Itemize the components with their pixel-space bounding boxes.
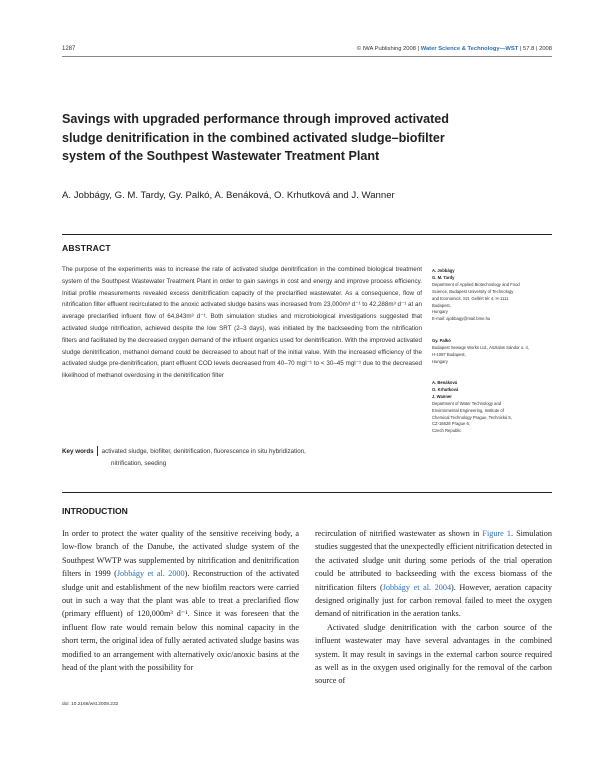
affiliation-email: E-mail: ajobbagy@mail.bme.hu	[432, 316, 491, 322]
journal-name: Water Science & Technology—WST	[420, 46, 519, 52]
year: 2008	[539, 46, 552, 52]
body-column-left	[62, 527, 299, 674]
body-text: ). Reconstruction of the activated sludge unit and establishment of the new biofilm reactors were carried out in such a way that the plant was able to treat a preclarified flow (primary effluent) of 120,000m³ d⁻¹. Since it was foreseen that the influent flow rate would remain below this nominal capacity in the short term, the original idea of fully aerated activated sludge basins was modified to an arrangement with alternatively oxic/anoxic basins at the head of the plant with the possibility for	[62, 569, 299, 673]
affiliation-line: Budapest Sewage Works Ltd., Asztalos Sándor u. 4,	[432, 344, 529, 350]
body-text: . Simulation studies suggested that the unexpectedly efficient nitrification detected in the activated sludge unit during some periods of the trial operation could be attributed to backseeding with the excess biomass of the nitrification filters (	[315, 529, 552, 592]
paper-title: Savings with upgraded performance through improved activated sludge denitrification in the combined activated sludge–biofilter system of the Southpest Wastewater Treatment Plant	[62, 112, 449, 163]
keywords-label: Key words	[62, 448, 94, 455]
introduction-rule	[62, 492, 552, 493]
affiliation-line: H-1087 Budapest,	[432, 351, 466, 357]
keywords-line	[62, 446, 422, 458]
affiliation-line: Budapest,	[432, 302, 451, 308]
affiliation-3	[432, 380, 557, 435]
affiliation-line: Department of Applied Biotechnology and Food	[432, 281, 520, 287]
citation-link[interactable]: Jobbágy et al. 2000	[116, 569, 185, 579]
figure-link[interactable]: Figure 1	[482, 529, 511, 538]
volume: 57.8	[523, 46, 535, 52]
affiliation-line: Chemical Technology Prague, Technická 5,	[432, 414, 512, 420]
affiliation-line: Science, Budapest University of Technology	[432, 288, 514, 294]
affiliation-author: O. Krhutková	[432, 386, 459, 392]
citation-link[interactable]: Jobbágy et al. 2004	[382, 582, 452, 592]
affiliation-2	[432, 338, 557, 366]
body-text: ). However, aeration capacity designed originally just for carbon removal failed to meet the oxygen demand of nitrification in the aeration tanks.	[315, 582, 553, 619]
affiliation-author: J. Wanner	[432, 393, 452, 399]
affiliation-line: Czech Republic	[432, 428, 462, 434]
body-text: In order to protect the water quality of the sensitive receiving body, a low-flow branch of the Danube, the activated sludge system of the Southpest WWTP was supplemented by nitrification and denitrification filters in 1999 (	[62, 529, 299, 579]
abstract-paragraph: The purpose of the experiments was to increase the rate of activated sludge denitrification in the combined biological treatment system of the Southpest Wastewater Treatment Plant in order to gain savings in cost and energy and improve process efficiency. Initial profile measurements revealed excess denitrification capacity of the preclarified wastewater. As a consequence, flow of nitrification filter effluent recirculated to the anoxic activated sludge basins was increased from 23,000m³ d⁻¹ to 42,288m³ d⁻¹ at an average preclarified influent flow of 64,843m³ d⁻¹. Both simulation studies and microbiological investigations suggested that activated sludge nitrification, achieved despite the low SRT (2–3 days), was initiated by the backseeding from the nitrification filters and facilitated by the decreased oxygen demand of the influent organics used for denitrification. With the improved activated sludge denitrification, methanol demand could be decreased to about half of the initial value. With the increased efficiency of the activated sludge pre-denitrification, plant effluent COD levels decreased from 40–70 mgl⁻¹ to < 30–45 mgl⁻¹ due to the decreased likelihood of methanol overdosing in the denitrification filter	[62, 266, 422, 380]
affiliation-line: Environmental Engineering, Institute of	[432, 407, 504, 413]
body-paragraph	[62, 527, 299, 674]
header-sep: |	[519, 46, 524, 52]
affiliation-line: Department of Water Technology and	[432, 400, 502, 406]
keywords	[62, 446, 422, 470]
affiliation-1	[432, 268, 557, 323]
abstract-text	[62, 264, 422, 382]
affiliation-line: Hungary	[432, 309, 448, 315]
running-header	[300, 46, 552, 52]
affiliation-author: G. M. Tardy	[432, 274, 455, 280]
doi: doi: 10.2166/wst.2008.232	[62, 702, 119, 707]
affiliation-author: A. Jobbágy	[432, 268, 455, 273]
introduction-heading: INTRODUCTION	[62, 506, 128, 516]
affiliation-line: CZ-16628 Prague 6,	[432, 421, 470, 427]
abstract-heading: ABSTRACT	[62, 243, 111, 253]
author-list: A. Jobbágy, G. M. Tardy, Gy. Palkó, A. Benáková, O. Krhutková and J. Wanner	[62, 190, 395, 201]
copyright: © IWA Publishing 2008	[356, 46, 416, 52]
header-sep: |	[417, 46, 421, 52]
keywords-divider	[97, 446, 98, 456]
body-paragraph: Activated sludge denitrification with the carbon source of the influent wastewater may have several advantages in the combined system. It may result in savings in the external carbon source required as well as in the oxygen used originally for the removal of the carbon source of	[315, 622, 552, 686]
keywords-text-1: activated sludge, biofilter, denitrification, fluorescence in situ hybridization,	[101, 448, 306, 455]
body-text: recirculation of nitrified wastewater as shown in	[315, 529, 483, 538]
body-paragraph	[315, 527, 552, 621]
affiliation-line: Hungary	[432, 358, 448, 364]
header-sep: |	[535, 46, 540, 52]
body-column-right	[315, 527, 552, 688]
affiliation-author: A. Benáková	[432, 380, 458, 385]
page-number: 1287	[62, 46, 76, 52]
abstract-rule	[62, 234, 552, 235]
affiliation-author: Gy. Palkó	[432, 338, 451, 343]
keywords-line-2: nitrification, seeding	[111, 459, 167, 467]
header-rule	[62, 56, 552, 57]
affiliation-line: and Economics, Szt. Gellért tér 4, H-1111	[432, 295, 509, 301]
